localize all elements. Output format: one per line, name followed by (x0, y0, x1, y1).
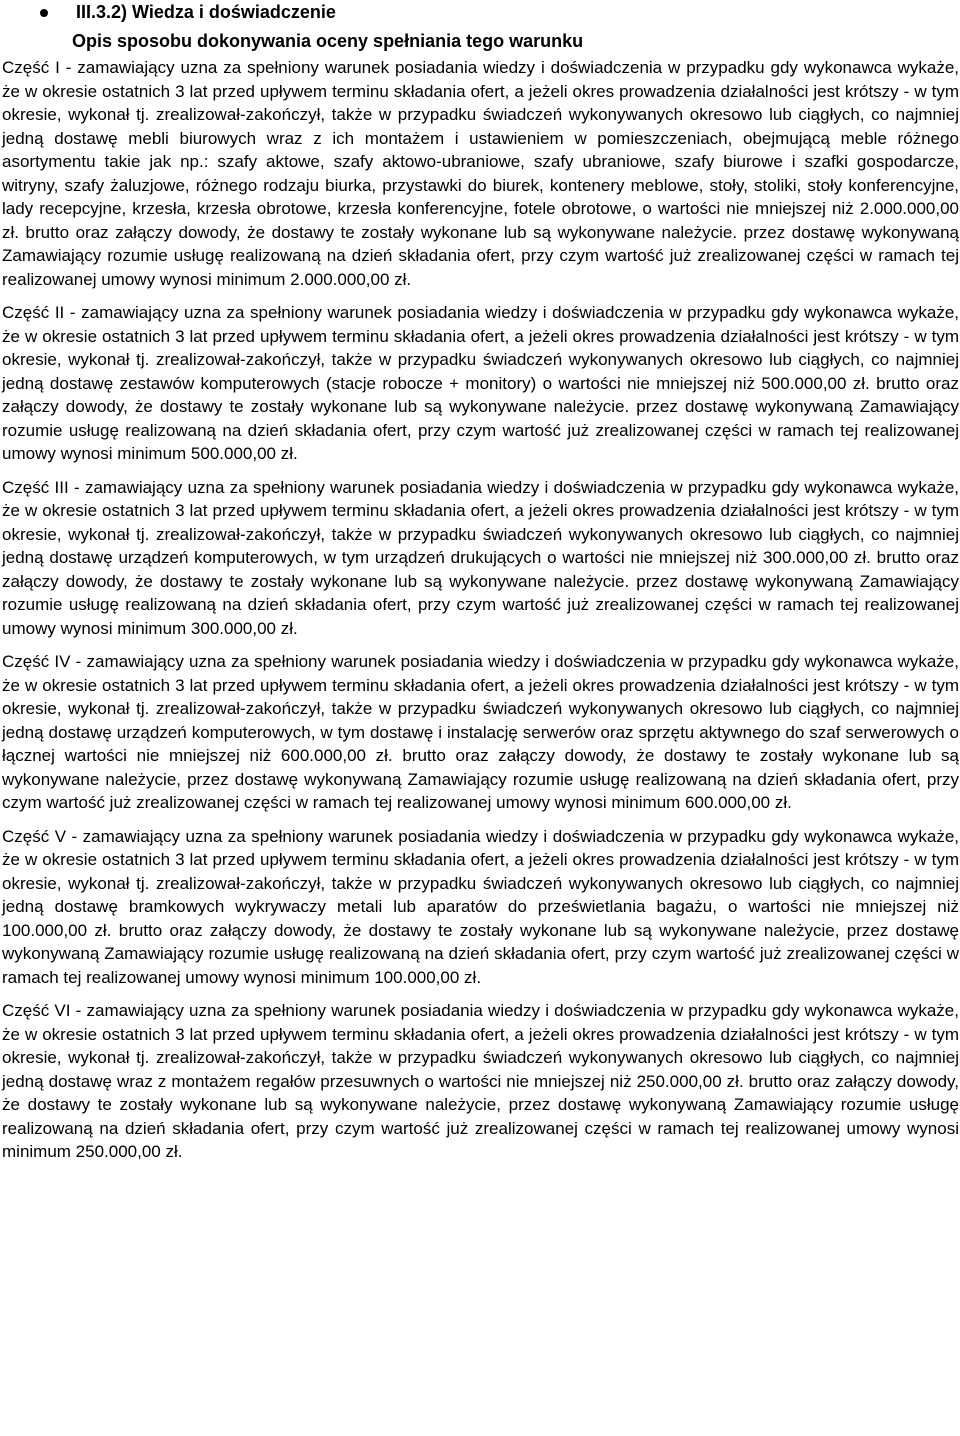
section-heading: III.3.2) Wiedza i doświadczenie (76, 2, 336, 22)
paragraph-part-4: Część IV - zamawiający uzna za spełniony warunek posiadania wiedzy i doświadczenia w przypadku gdy wykonawca wykaże, że w okresie ostatnich 3 lat przed upływem terminu składania ofert, a jeżeli okres prowadzenia działalności jest krótszy - w tym okresie, wykonał tj. zrealizował-zakończył, także w przypadku świadczeń wykonywanych okresowo lub ciągłych, co najmniej jedną dostawę urządzeń komputerowych, w tym dostawę i instalację serwerów oraz sprzętu aktywnego do szaf serwerowych o łącznej wartości nie mniejszej niż 600.000,00 zł. brutto oraz załączy dowody, że dostawy te zostały wykonane lub są wykonywane należycie, przez dostawę wykonywaną Zamawiający rozumie usługę realizowaną na dzień składania ofert, przy czym wartość już zrealizowanej części w ramach tej realizowanej umowy wynosi minimum 600.000,00 zł. (2, 652, 959, 812)
bullet-icon (40, 9, 48, 17)
paragraph-part-1: Część I - zamawiający uzna za spełniony warunek posiadania wiedzy i doświadczenia w przypadku gdy wykonawca wykaże, że w okresie ostatnich 3 lat przed upływem terminu składania ofert, a jeżeli okres prowadzenia działalności jest krótszy - w tym okresie, wykonał tj. zrealizował-zakończył, także w przypadku świadczeń wykonywanych okresowo lub ciągłych, co najmniej jedną dostawę mebli biurowych wraz z ich montażem i ustawieniem w pomieszczeniach, obejmującą meble różnego asortymentu takie jak np.: szafy aktowe, szafy aktowo-ubraniowe, szafy ubraniowe, szafy biurowe i szafki gospodarcze, witryny, szafy żaluzjowe, różnego rodzaju biurka, przystawki do biurek, kontenery meblowe, stoły, stoliki, stoły konferencyjne, lady recepcyjne, krzesła, krzesła obrotowe, krzesła konferencyjne, fotele obrotowe, o wartości nie mniejszej niż 2.000.000,00 zł. brutto oraz załączy dowody, że dostawy te zostały wykonane lub są wykonywane należycie. przez dostawę wykonywaną Zamawiający rozumie usługę realizowaną na dzień składania ofert, przy czym wartość już zrealizowanej części w ramach tej realizowanej umowy wynosi minimum 2.000.000,00 zł. (2, 58, 959, 289)
paragraph-part-5: Część V - zamawiający uzna za spełniony warunek posiadania wiedzy i doświadczenia w przypadku gdy wykonawca wykaże, że w okresie ostatnich 3 lat przed upływem terminu składania ofert, a jeżeli okres prowadzenia działalności jest krótszy - w tym okresie, wykonał tj. zrealizował-zakończył, także w przypadku świadczeń wykonywanych okresowo lub ciągłych, co najmniej jedną dostawę bramkowych wykrywaczy metali lub aparatów do prześwietlania bagażu, o wartości nie mniejszej niż 100.000,00 zł. brutto oraz załączy dowody, że dostawy te zostały wykonane lub są wykonywane należycie, przez dostawę wykonywaną Zamawiający rozumie usługę realizowaną na dzień składania ofert, przy czym wartość już zrealizowanej części w ramach tej realizowanej umowy wynosi minimum 100.000,00 zł. (2, 826, 959, 987)
paragraph-part-3: Część III - zamawiający uzna za spełniony warunek posiadania wiedzy i doświadczenia w przypadku gdy wykonawca wykaże, że w okresie ostatnich 3 lat przed upływem terminu składania ofert, a jeżeli okres prowadzenia działalności jest krótszy - w tym okresie, wykonał tj. zrealizował-zakończył, także w przypadku świadczeń wykonywanych okresowo lub ciągłych, co najmniej jedną dostawę urządzeń komputerowych, w tym urządzeń drukujących o wartości nie mniejszej niż 300.000,00 zł. brutto oraz załączy dowody, że dostawy te zostały wykonane lub są wykonywane należycie. przez dostawę wykonywaną Zamawiający rozumie usługę realizowaną na dzień składania ofert, przy czym wartość już zrealizowanej części w ramach tej realizowanej umowy wynosi minimum 300.000,00 zł. (2, 477, 959, 638)
section-subheading: Opis sposobu dokonywania oceny spełniania tego warunku (72, 31, 584, 51)
paragraph-part-2: Część II - zamawiający uzna za spełniony warunek posiadania wiedzy i doświadczenia w przypadku gdy wykonawca wykaże, że w okresie ostatnich 3 lat przed upływem terminu składania ofert, a jeżeli okres prowadzenia działalności jest krótszy - w tym okresie, wykonał tj. zrealizował-zakończył, także w przypadku świadczeń wykonywanych okresowo lub ciągłych, co najmniej jedną dostawę zestawów komputerowych (stacje robocze + monitory) o wartości nie mniejszej niż 500.000,00 zł. brutto oraz załączy dowody, że dostawy te zostały wykonane lub są wykonywane należycie. przez dostawę wykonywaną Zamawiający rozumie usługę realizowaną na dzień składania ofert, przy czym wartość już zrealizowanej części w ramach tej realizowanej umowy wynosi minimum 500.000,00 zł. (2, 303, 959, 463)
heading-row (2, 0, 959, 24)
sections-container (2, 56, 959, 1164)
paragraph-part-6: Część VI - zamawiający uzna za spełniony warunek posiadania wiedzy i doświadczenia w przypadku gdy wykonawca wykaże, że w okresie ostatnich 3 lat przed upływem terminu składania ofert, a jeżeli okres prowadzenia działalności jest krótszy - w tym okresie, wykonał tj. zrealizował-zakończył, także w przypadku świadczeń wykonywanych okresowo lub ciągłych, co najmniej jedną dostawę wraz z montażem regałów przesuwnych o wartości nie mniejszej niż 250.000,00 zł. brutto oraz załączy dowody, że dostawy te zostały wykonane lub są wykonywane należycie, przez dostawę wykonywaną Zamawiający rozumie usługę realizowaną na dzień składania ofert, przy czym wartość już zrealizowanej części w ramach tej realizowanej umowy wynosi minimum 250.000,00 zł. (2, 1001, 959, 1161)
